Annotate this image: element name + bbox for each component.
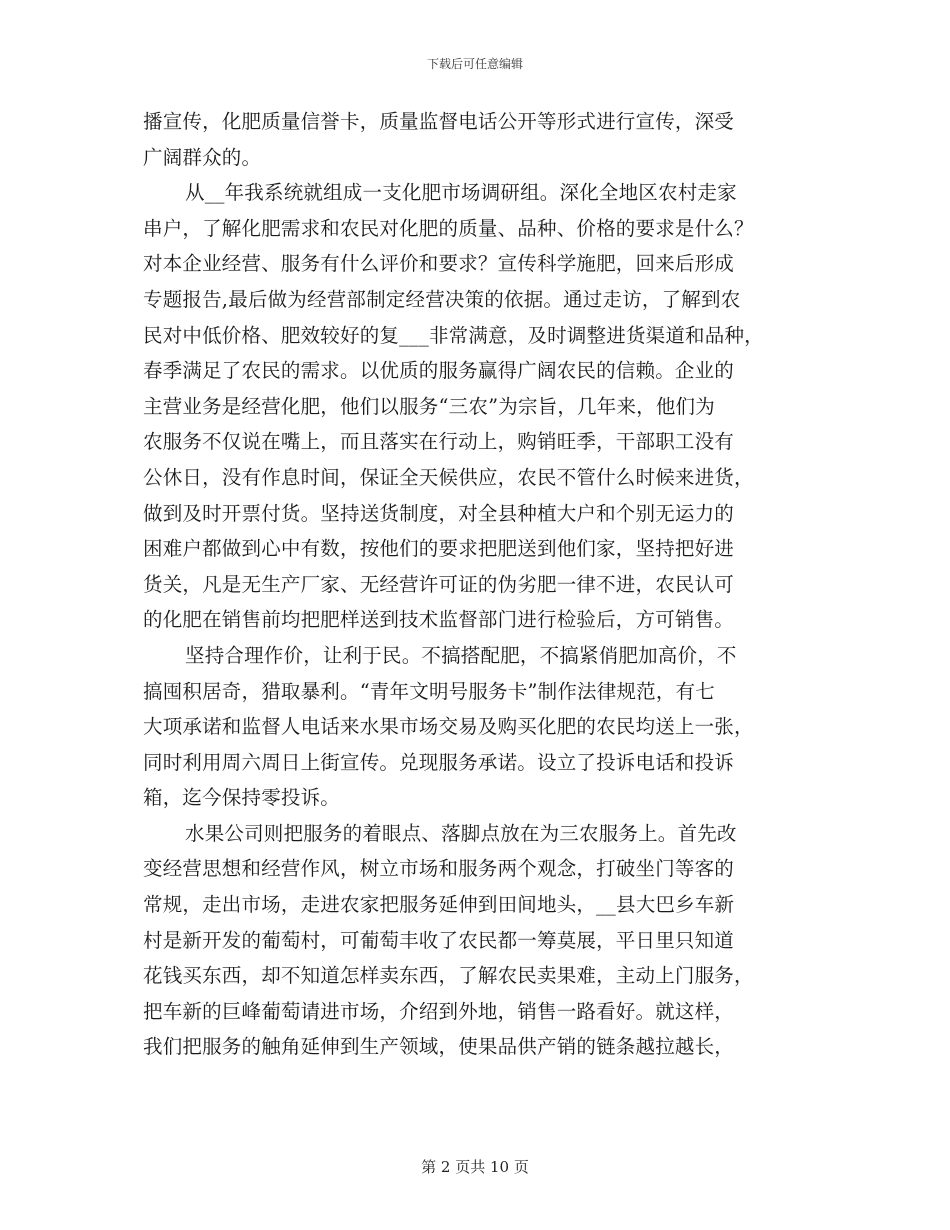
- text-line: 大项承诺和监督人电话来水果市场交易及购买化肥的农民均送上一张，: [143, 715, 754, 739]
- text-line: 常规，走出市场，走进农家把服务延伸到田间地头，__县大巴乡车新: [143, 893, 735, 917]
- text-line: 专题报告,最后做为经营部制定经营决策的依据。通过走访，了解到农: [143, 287, 741, 311]
- text-line: 变经营思想和经营作风，树立市场和服务两个观念，打破坐门等客的: [143, 857, 735, 881]
- text-line: 把车新的巨峰葡萄请进市场，介绍到外地，销售一路看好。就这样，: [143, 999, 735, 1023]
- text-line: 对本企业经营、服务有什么评价和要求？宣传科学施肥，回来后形成: [143, 252, 735, 276]
- paragraph-start-line: 从__年我系统就组成一支化肥市场调研组。深化全地区农村走家: [185, 181, 737, 205]
- text-line: 做到及时开票付货。坚持送货制度，对全县种植大户和个别无运力的: [143, 501, 735, 525]
- text-line: 农服务不仅说在嘴上，而且落实在行动上，购销旺季，干部职工没有: [143, 430, 735, 454]
- page-number-footer: 第 2 页共 10 页: [421, 1158, 529, 1176]
- text-line: 村是新开发的葡萄村，可葡萄丰收了农民都一筹莫展，平日里只知道: [143, 928, 735, 952]
- text-line: 主营业务是经营化肥，他们以服务“三农”为宗旨，几年来，他们为: [143, 394, 715, 418]
- document-body: [143, 104, 803, 1065]
- text-line: 同时利用周六周日上街宣传。兑现服务承诺。设立了投诉电话和投诉: [143, 750, 735, 774]
- text-line: 花钱买东西，却不知道怎样卖东西，了解农民卖果难，主动上门服务，: [143, 964, 754, 988]
- text-line: 公休日，没有作息时间，保证全天候供应，农民不管什么时候来进货，: [143, 465, 754, 489]
- text-line: 的化肥在销售前均把肥样送到技术监督部门进行检验后，方可销售。: [143, 608, 735, 632]
- text-line: 困难户都做到心中有数，按他们的要求把肥送到他们家，坚持把好进: [143, 537, 735, 561]
- text-line: 我们把服务的触角延伸到生产领域，使果品供产销的链条越拉越长，: [143, 1035, 735, 1059]
- text-line: 广阔群众的。: [143, 145, 262, 169]
- text-line: 民对中低价格、肥效较好的复___非常满意，及时调整进货渠道和品种，: [143, 323, 764, 347]
- paragraph-start-line: 坚持合理作价，让利于民。不搞搭配肥，不搞紧俏肥加高价，不: [185, 643, 737, 667]
- text-line: 货关，凡是无生产厂家、无经营许可证的伪劣肥一律不进，农民认可: [143, 572, 735, 596]
- paragraph-start-line: 水果公司则把服务的着眼点、落脚点放在为三农服务上。首先改: [185, 821, 737, 845]
- text-line: 春季满足了农民的需求。以优质的服务赢得广阔农民的信赖。企业的: [143, 359, 735, 383]
- text-line: 箱，迄今保持零投诉。: [143, 786, 341, 810]
- text-line: 搞囤积居奇，猎取暴利。“青年文明号服务卡”制作法律规范，有七: [143, 679, 715, 703]
- text-line: 播宣传，化肥质量信誉卡，质量监督电话公开等形式进行宣传，深受: [143, 110, 735, 133]
- text-line: 串户，了解化肥需求和农民对化肥的质量、品种、价格的要求是什么？: [143, 216, 754, 240]
- page-header: 下载后可任意编辑: [426, 57, 523, 71]
